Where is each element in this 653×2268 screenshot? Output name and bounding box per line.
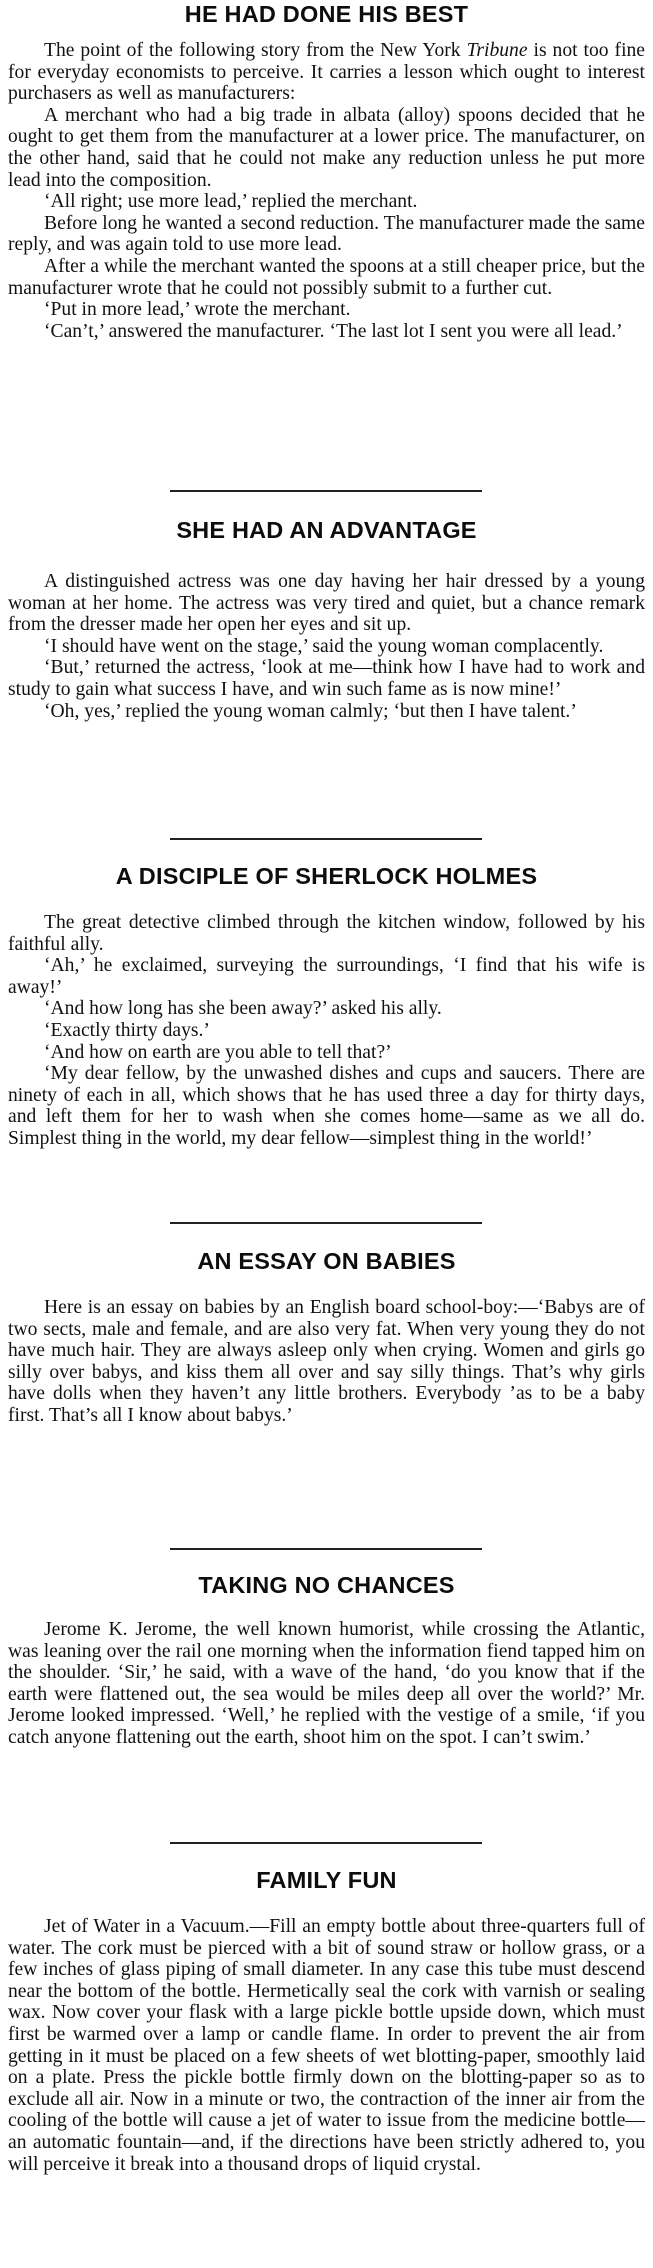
story-paragraph: After a while the merchant wanted the spoons at a still cheaper price, but the manufacturer wrote that he could not possibly submit to a further cut.	[8, 255, 645, 299]
story-paragraph: A merchant who had a big trade in albata (alloy) spoons decided that he ought to get them from the manufacturer at a lower price. The manufacturer, on the other hand, said that he could not make any reduction unless he put more lead into the composition.	[8, 104, 645, 191]
story-body	[8, 912, 645, 1150]
story-paragraph: ‘Oh, yes,’ replied the young woman calmly; ‘but then I have talent.’	[44, 700, 577, 722]
intro-text-start: The point of the following story from the New York	[44, 40, 467, 61]
story-paragraph: Before long he wanted a second reduction. The manufacturer made the same reply, and was again told to use more lead.	[8, 212, 645, 256]
story-paragraph: ‘And how long has she been away?’ asked his ally.	[44, 998, 442, 1020]
section-divider	[170, 1222, 482, 1224]
story-title: A DISCIPLE OF SHERLOCK HOLMES	[115, 863, 538, 889]
section-divider	[170, 490, 482, 492]
story-title: HE HAD DONE HIS BEST	[184, 1, 469, 27]
section-divider	[170, 1548, 482, 1550]
story-paragraph: ‘And how on earth are you able to tell that?’	[44, 1041, 392, 1063]
story-body	[8, 1297, 645, 1427]
story-title: FAMILY FUN	[256, 1867, 397, 1893]
section-divider	[170, 1842, 482, 1844]
story-intro-paragraph	[8, 40, 645, 105]
story-taking-no-chances	[8, 1571, 645, 1749]
story-title: SHE HAD AN ADVANTAGE	[176, 517, 477, 543]
story-paragraph: Here is an essay on babies by an English board school-boy:—‘Babys are of two sects, male and female, and are also very fat. When very young they do not have much hair. They are always asleep only when crying. Women and girls go silly over babys, and kiss them all over and say silly things. That’s why girls have dolls when they haven’t any little brothers. Everybody ’as to be a baby first. That’s all I know about babys.’	[8, 1297, 645, 1426]
story-paragraph: ‘My dear fellow, by the unwashed dishes and cups and saucers. There are ninety of each in all, which shows that he has used three a day for thirty days, and left them for her to wash when she comes home—same as we all do. Simplest thing in the world, my dear fellow—simplest thing in the world!’	[8, 1063, 645, 1149]
story-paragraph: Jerome K. Jerome, the well known humorist, while crossing the Atlantic, was leaning over the rail one morning when the information fiend tapped him on the shoulder. ‘Sir,’ he said, with a wave of the hand, ‘do you know that if the earth were flattened out, the sea would be miles deep all over the world?’ Mr. Jerome looked impressed. ‘Well,’ he replied with the vestige of a smile, ‘if you catch anyone flattening out the earth, shoot him on the spot. I can’t swim.’	[8, 1619, 645, 1748]
story-body	[8, 1916, 645, 2175]
story-paragraph: Jet of Water in a Vacuum.—Fill an empty bottle about three-quarters full of water. The cork must be pierced with a bit of sound straw or hollow grass, or a few inches of glass piping of small diameter. In any case this tube must descend near the bottom of the bottle. Hermetically seal the cork with varnish or sealing wax. Now cover your flask with a large pickle bottle upside down, which must first be warmed over a lamp or candle flame. In order to prevent the air from getting in it must be placed on a few sheets of wet blotting-paper, smoothly laid on a plate. Press the pickle bottle firmly down on the blotting-paper so as to exclude all air. Now in a minute or two, the contraction of the inner air from the cooling of the bottle will cause a jet of water to issue from the medicine bottle—an automatic fountain—and, if the directions have been strictly adhered to, you will perceive it break into a thousand drops of liquid crystal.	[8, 1916, 645, 2175]
story-essay-on-babies	[8, 1247, 645, 1427]
story-title: TAKING NO CHANCES	[198, 1572, 455, 1598]
story-title: AN ESSAY ON BABIES	[197, 1248, 456, 1274]
story-paragraph: ‘But,’ returned the actress, ‘look at me—think how I have had to work and study to gain what success I have, and win such fame as is now mine!’	[8, 657, 645, 700]
story-paragraph: ‘Ah,’ he exclaimed, surveying the surroundings, ‘I find that his wife is away!’	[8, 955, 645, 998]
section-divider	[170, 838, 482, 840]
story-family-fun	[8, 1866, 645, 2175]
story-body	[8, 40, 645, 342]
newspaper-name: Tribune	[466, 40, 528, 61]
story-paragraph: ‘Can’t,’ answered the manufacturer. ‘The last lot I sent you were all lead.’	[44, 320, 623, 342]
story-body	[8, 571, 645, 722]
intro-text-end: is not too fine for everyday economists to perceive. It carries a lesson which ought to interest purchasers as well as manufacturers:	[8, 40, 646, 105]
story-paragraph: ‘Exactly thirty days.’	[44, 1019, 210, 1041]
story-paragraph: The great detective climbed through the kitchen window, followed by his faithful ally.	[8, 912, 645, 955]
story-she-had-an-advantage	[8, 516, 645, 722]
story-he-had-done-his-best	[8, 0, 645, 342]
story-paragraph: ‘Put in more lead,’ wrote the merchant.	[44, 299, 351, 321]
story-disciple-of-sherlock-holmes	[8, 862, 645, 1150]
story-paragraph: A distinguished actress was one day having her hair dressed by a young woman at her home. The actress was very tired and quiet, but a chance remark from the dresser made her open her eyes and sit up.	[8, 571, 645, 636]
story-body	[8, 1619, 645, 1749]
story-paragraph: ‘I should have went on the stage,’ said the young woman complacently.	[44, 635, 604, 657]
story-paragraph: ‘All right; use more lead,’ replied the merchant.	[44, 191, 418, 213]
